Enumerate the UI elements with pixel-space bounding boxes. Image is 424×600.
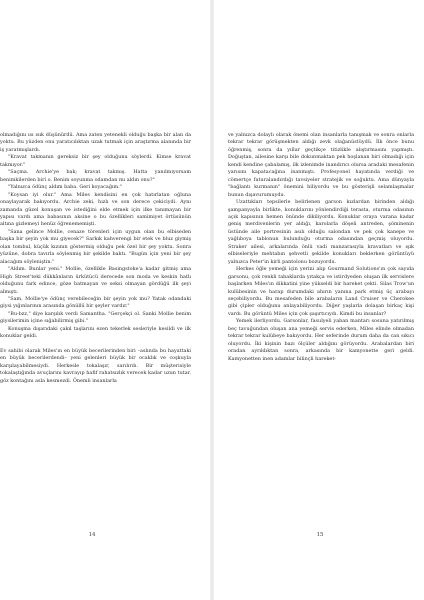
paragraph: olmadığını ısı ısık düşünürdü. Ama zaten yetenekli olduğu başka bir alan da yoktu. Bu yüzden onu yaratıcılıktan uzak tutmak için araştırma alanında bir iş yaratmışlardı.	[0, 132, 191, 153]
page-number: 15	[316, 532, 324, 538]
paragraph: "Bu-bzz," diye karşılık verdi Samantha. "Gerçekçi ol. Sanki Mollie benim giysilerimin içine sığabilirmiş gibi."	[0, 310, 191, 325]
paragraph: Uzattıkları tepsilerle belirlenen garson kızlardan birinden aldığı şampanyayla birlikte, konuklarını yönlendirdiği terasta, oturma odasının açık kapısının hemen önünde dikiliyordu. Konuklar oraya varana kadar geniş merdivenlerin yer aldığı, karolarla döşeli antreden, şöminenin üstünde aile portresinin asılı olduğu salondan ve pek çok kanepe ve yağlıboya tablonun bulunduğu oturma odasından geçmiş oluyordu. Straker ailesi, arkalarında önlü vadi manzarasıyla kravatları ve ışık elbiseleriyle mehtabın şehvetli şekilde konukları beklerken görüntüyü yalnızca Peter'in kirli pantolonu bozuyordu.	[228, 199, 414, 265]
left-page-text	[0, 132, 191, 385]
paragraph: "Kravat takmanın gereksiz bir şey olduğunu söylerdi. Kimse kravat takmıyor."	[0, 154, 191, 168]
paragraph: ve yalnızca dolaylı olarak önemi olan insanlarla tanışmak ve sonra onlarla tekrar tekrar görüşmekten aldığı zevk olağanüstüydü. İlk önce bunu öğrenmiş, sonra da yıllar geçtikçe titizlikle alıştırmasını yapmıştı. Doğuştan, ailesine karşı bile dokunmaktan pek hoşlanan biri olmadığı için kendi kendine çabalamış, ilk izlenimde inandırıcı olursa aradaki mesafenin yarısını kapatacağına inanmıştı. Profesyonel hayatında verdiği ve cömertçe faturalandırdığı tavsiyeler stratejik ve soğuktu. Ama dünyayla "bağlantı kurmanın" önemini biliyordu ve bu gösterişli selamlaşmalar bunun dışavurumuydu.	[228, 132, 414, 198]
paragraph: "Saçma. Archie'ye bak; kravat takmış. Hatta yanılmıyorsam benimkilerden biri o. Benim soyunma odamdan mı aldın onu?"	[0, 169, 191, 183]
paragraph: "Sana gelince Mollie, cenaze törenleri için uygun olan bu elbiseden başka bir şeyin yok mu giyecek?" Sarkık kahverengi bir etek ve bluz giymiş olan tombul, küçük kızının göstermiş olduğu pek özel bir şey yoktu. Sonra yüzüne, dobra tavırla söylenmiş bir şekilde baktı. "Bugün için yeni bir şey alacağım söyleniştin."	[0, 228, 191, 265]
paragraph: "Sam, Mollie'ye ödünç verebileceğin bir şeyin yok mu? Yatak odandaki giysi yığınlarının arasında gönüllü bir şeyler vardır."	[0, 295, 191, 310]
paragraph: "Aldım. Bunlar yeni." Mollie, özellikle Basingstoke'a kadar gitmiş ama High Street'teki dükkânların ürkütücü derecede son moda ve keskin hatlı olduğunu fark edince, göze batmayan ve seksi olmayan gördüğü ilk şeyi almıştı.	[0, 266, 191, 295]
paragraph: "Yalnızca ödünç aldım baba. Geri koyacağım."	[8, 184, 122, 191]
paragraph: Konuşma dışarıdaki çakıl taşlarını ezen tekerlek sesleriyle kesildi ve ilk konuklar geldi.	[0, 325, 191, 340]
paragraph: Yemek ilerliyordu. Garsonlar, fasulyeli yaban mantarı sosuna yatırılmış beç tavuğundan oluşan ana yemeği servis ederken, Miles elinde olmadan tekrar tekrar kulübeye bakıyordu. Her seferinde durum daha da can sıkıcı oluyordu. İki kişinin bazı ölçüler aldığını görüyordu. Arabalardan biri oradan ayrıldıktan sonra, arkasında bir kamyonette geri geldi. Kamyonetten inen adamlar bilinçli hareket-	[228, 318, 414, 362]
paragraph: Ev sahibi olarak Miles'ın en büyük becerilerinden biri –aslında bu hayattaki en büyük becerilerdendi– yeni gelenleri büyük bir ocaklık ve coşkuyla karşılayabilmesiydi. Herkesle tokalaşır, sarılırdı. Bir müşterisiyle tokalaştığında avuçlarını kavrayıp hafif rahatsızlık verecek kadar uzun tutar, göz kontağını asla kesmezdi. Önemli insanlarla	[0, 347, 191, 384]
right-page-text	[228, 132, 414, 363]
paragraph: Herkes öğle yemeği için yerini alıp Gourmand Solutions'ın çok sayıda garsonu, çok renkli tabaklarda yıtakça ve istirdyeden oluşan ilk servislere başlarken Miles'ın dikkatini yine yükseldi bir hareket çekti. Silas Trow'un kulübesinin ve harap durumdaki ahırın yanına park etmiş üç arabayı seçebiliyordu. Bu mesafeden bile arabaların Land Cruiser ve Cherokee gibi çipler olduğunu anlayabiliyordu. Diğer yaşlarla dolaşan birkaç kişi vardı. Bu görüntü Miles için çok şaşırtıcıydı. Kimdi bu insanlar?	[228, 266, 414, 317]
right-page	[214, 0, 424, 600]
page-number: 14	[88, 532, 96, 538]
paragraph: "Koysan iyi olur." Ama Miles kendisini en çok hatırlatan oğluna onaylayarak bakıyordu. Archie zeki, hızlı ve son derece çekiciydi. Aynı zamanda güzel konuşan ve istediğini elde etmek için ilke tanımayan bir yapısı vardı ama babasının aksine o bu özellikleri samimiyet örtüsünün altına gizlemeyi henüz öğrenememişti.	[0, 191, 191, 228]
left-page	[0, 0, 210, 600]
